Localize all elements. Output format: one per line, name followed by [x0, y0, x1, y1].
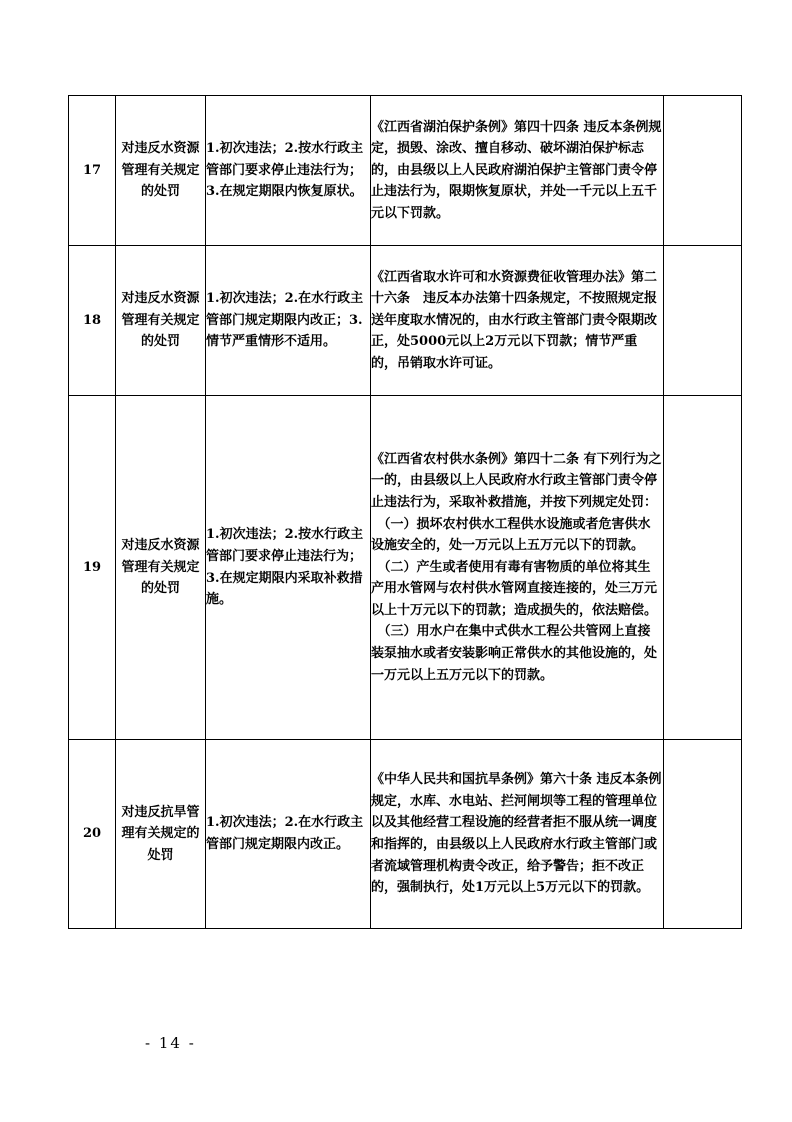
violation-item: 对违反水资源管理有关规定的处罚 [116, 396, 206, 740]
violation-item: 对违反水资源管理有关规定的处罚 [116, 246, 206, 396]
legal-basis [371, 96, 664, 246]
table-row [69, 396, 742, 740]
legal-basis-paragraph: 《中华人民共和国抗旱条例》第六十条 违反本条例规定，水库、水电站、拦河闸坝等工程的管理单位以及其他经营工程设施的经营者拒不服从统一调度和指挥的，由县级以上人民政府水行政主管部门或者流域管理机构责令改正，给予警告；拒不改正的，强制执行，处1万元以上5万元以下的罚款。 [371, 772, 662, 896]
discretion-conditions: 1.初次违法；2.按水行政主管部门要求停止违法行为；3.在规定期限内采取补救措施。 [206, 396, 371, 740]
table-row [69, 246, 742, 396]
row-number: 18 [69, 246, 116, 396]
legal-basis-paragraph: 《江西省取水许可和水资源费征收管理办法》第二十六条 违反本办法第十四条规定，不按照规定报送年度取水情况的，由水行政主管部门责令限期改正，处5000元以上2万元以下罚款；情节严重的，吊销取水许可证。 [371, 269, 658, 371]
legal-basis-paragraph: 《江西省农村供水条例》第四十二条 有下列行为之一的，由县级以上人民政府水行政主管部门责令停止违法行为，采取补救措施，并按下列规定处罚： [371, 451, 662, 510]
page-number: - 14 - [145, 1034, 196, 1052]
legal-basis-paragraph: （一）损坏农村供水工程供水设施或者危害供水设施安全的，处一万元以上五万元以下的罚款。 [371, 516, 651, 554]
legal-basis [371, 396, 664, 740]
remark-cell [664, 396, 742, 740]
violation-item: 对违反抗旱管理有关规定的处罚 [116, 740, 206, 929]
discretion-conditions: 1.初次违法；2.在水行政主管部门规定期限内改正。 [206, 740, 371, 929]
legal-basis [371, 246, 664, 396]
row-number: 19 [69, 396, 116, 740]
legal-basis [371, 740, 664, 929]
table-row [69, 740, 742, 929]
discretion-conditions: 1.初次违法；2.按水行政主管部门要求停止违法行为；3.在规定期限内恢复原状。 [206, 96, 371, 246]
remark-cell [664, 96, 742, 246]
legal-basis-paragraph: 《江西省湖泊保护条例》第四十四条 违反本条例规定，损毁、涂改、擅自移动、破坏湖泊保护标志的，由县级以上人民政府湖泊保护主管部门责令停止违法行为，限期恢复原状，并处一千元以上五千元以下罚款。 [371, 119, 662, 221]
legal-basis-paragraph: （三）用水户在集中式供水工程公共管网上直接装泵抽水或者安装影响正常供水的其他设施的，处一万元以上五万元以下的罚款。 [371, 624, 658, 683]
row-number: 17 [69, 96, 116, 246]
table-row [69, 96, 742, 246]
violation-item: 对违反水资源管理有关规定的处罚 [116, 96, 206, 246]
penalty-discretion-table [68, 95, 742, 929]
row-number: 20 [69, 740, 116, 929]
discretion-conditions: 1.初次违法；2.在水行政主管部门规定期限内改正；3.情节严重情形不适用。 [206, 246, 371, 396]
remark-cell [664, 740, 742, 929]
legal-basis-paragraph: （二）产生或者使用有毒有害物质的单位将其生产用水管网与农村供水管网直接连接的，处三万元以上十万元以下的罚款；造成损失的，依法赔偿。 [371, 559, 658, 618]
remark-cell [664, 246, 742, 396]
